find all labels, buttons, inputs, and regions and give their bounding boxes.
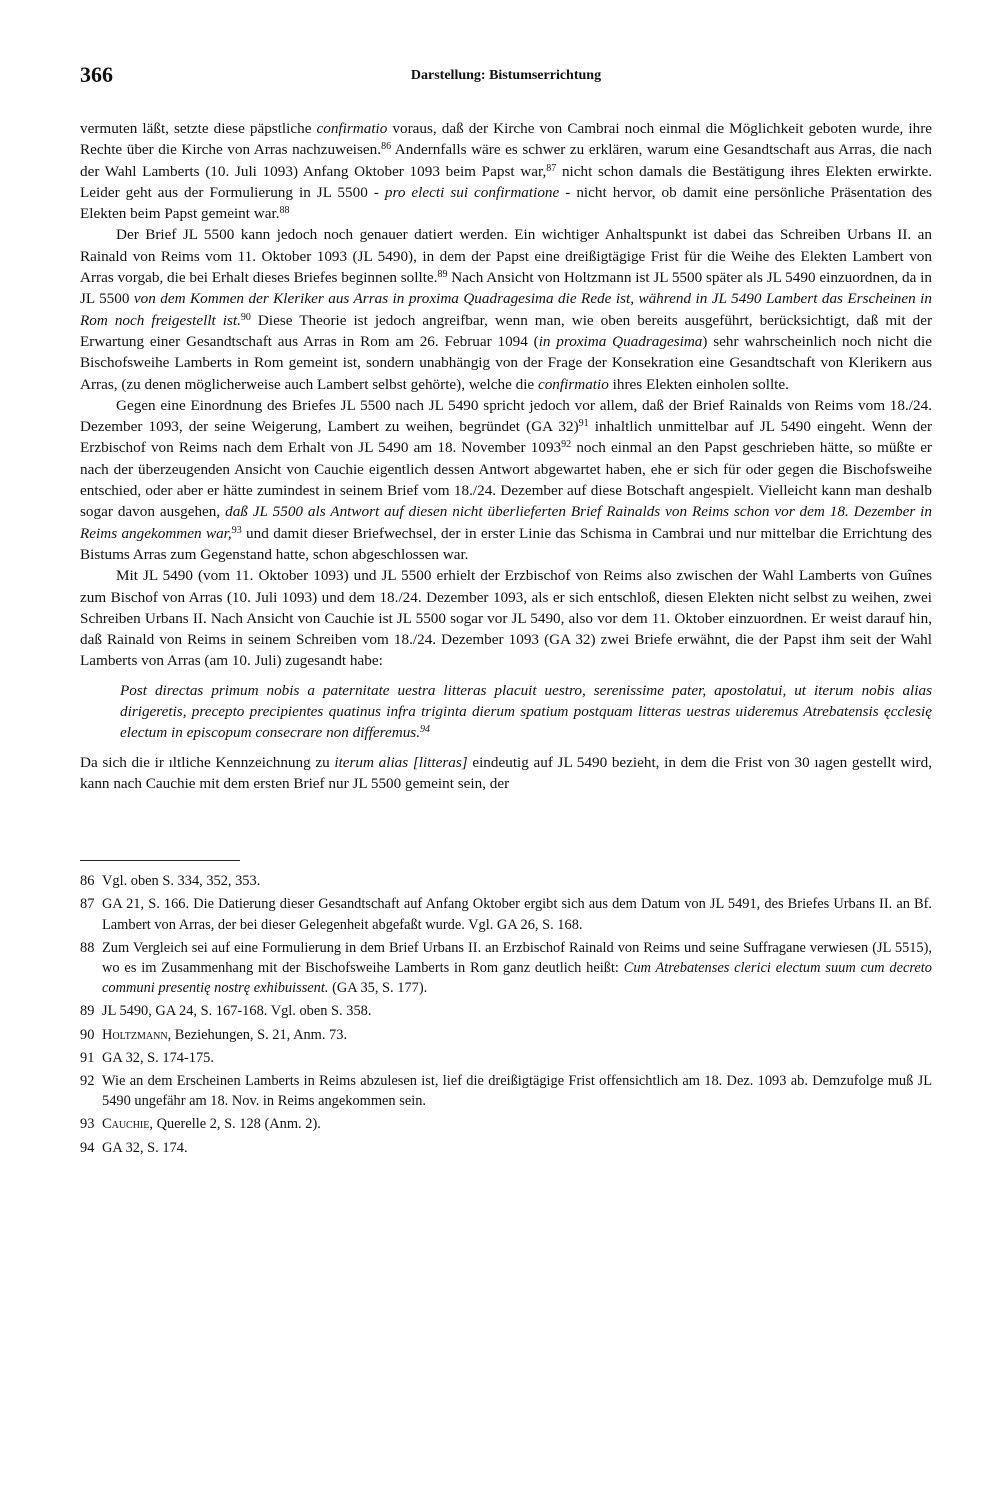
text-run: Andernfalls wäre es schwer zu erklären, warum eine Gesandtschaft aus Arras, die nach der Wahl Lamberts (10. Juli 1093) Anfang Oktober 1093 beim Papst war, [80, 141, 932, 180]
footnote-ref[interactable]: 91 [578, 418, 589, 430]
body-paragraph [80, 224, 932, 394]
text-run: Wie an dem Erscheinen Lamberts in Reims abzulesen ist, lief die dreißigtägige Frist offensichtlich am 18. Dez. 1093 ab. Demzufolge muß JL 5490 ungefähr am 18. Nov. in Reims angekommen sein. [102, 1073, 932, 1110]
footnote-divider [80, 860, 240, 861]
footnote [80, 1071, 932, 1111]
text-run: Da sich die ir ıltliche Kennzeichnung zu [80, 753, 335, 771]
footnote-text [102, 1048, 932, 1068]
footnote-text [102, 1001, 932, 1021]
italic-text: iterum alias [litteras] [334, 753, 468, 771]
italic-text: confirmatio [537, 375, 609, 393]
footnote-number: 92 [80, 1073, 95, 1090]
closing-paragraph-container [80, 752, 932, 795]
text-run: inhaltlich unmittelbar auf JL 5490 eingeht. Wenn der Erzbischof von Reims nach dem Erhalt von JL 5490 am 18. November 1093 [80, 418, 932, 457]
body-paragraph [80, 118, 932, 224]
footnote-number: 94 [80, 1139, 95, 1156]
footnote-number: 89 [80, 1003, 95, 1020]
text-run: Diese Theorie ist jedoch angreifbar, wenn man, wie oben bereits ausgeführt, berücksichtigt, daß mit der Erwartung einer Gesandtschaft aus Arras in Rom am 26. Februar 1094 ( [80, 311, 933, 350]
footnote-text [102, 1138, 932, 1158]
footnote [80, 1001, 932, 1021]
footnote-text [102, 894, 932, 934]
text-run: ihres Elekten einholen sollte. [608, 375, 789, 393]
footnote-ref[interactable]: 93 [231, 524, 242, 536]
text-run: vermuten läßt, setzte diese päpstliche [80, 120, 317, 137]
footnote [80, 1025, 932, 1045]
footnotes [80, 871, 932, 1158]
text-run: nicht schon damals die Bestätigung ihres Elekten erwirkte. Leider geht aus der Formulierung in JL 5500 - [80, 162, 933, 201]
text-run: eindeutig auf JL 5490 bezieht, in dem die Frist von 30 ıagen gestellt wird, kann nach Cauchie mit dem ersten Brief nur JL 5500 gemeint sein, der [80, 753, 933, 792]
footnote-text [102, 938, 932, 999]
text-run: GA 32, S. 174. [102, 1139, 188, 1156]
footnote-ref[interactable]: 87 [546, 162, 557, 174]
text-run: Der Brief JL 5500 kann jedoch noch genauer datiert werden. Ein wichtiger Anhaltspunkt ist dabei das Schreiben Urbans II. an Rainald von Reims vom 11. Oktober 1093 (JL 5490), in dem der Papst eine dreißigtägige Frist für die Weihe des Elekten Lambert von Arras vorgab, die bei Erhalt dieses Briefes beginnen sollte. [80, 226, 932, 287]
footnote-number: 87 [80, 896, 95, 913]
footnote-number: 88 [80, 939, 95, 956]
text-run: und damit dieser Briefwechsel, der in erster Linie das Schisma in Cambrai und nur mittelbar die Errichtung des Bistums Arras zum Gegenstand hatte, schon abgeschlossen war. [80, 524, 932, 563]
text-run: (GA 35, S. 177). [328, 980, 428, 997]
footnote [80, 1138, 932, 1158]
footnote-ref[interactable]: 92 [561, 439, 572, 451]
text-run: Mit JL 5490 (vom 11. Oktober 1093) und JL 5500 erhielt der Erzbischof von Reims also zwischen der Wahl Lamberts von Guînes zum Bischof von Arras (10. Juli 1093) und dem 18./24. Dezember 1093, als er sich entschloß, diesen Elekten nicht selbst zu weihen, zwei Schreiben Urbans II. Nach Ansicht von Cauchie ist JL 5500 sogar vor JL 5490, also vor dem 11. Oktober einzuordnen. Er weist darauf hin, daß Rainald von Reims in seinem Schreiben vom 18./24. Dezember 1093 (GA 32) zwei Briefe erwähnt, die der Papst ihm seit der Wahl Lamberts von Arras (am 10. Juli) zugesandt habe: [80, 567, 932, 670]
text-run: - nicht hervor, ob damit eine persönliche Präsentation des Elekten beim Papst gemeint war. [80, 183, 932, 223]
footnote-number: 90 [80, 1026, 95, 1043]
running-head: Darstellung: Bistumserrichtung [410, 68, 602, 83]
body-paragraph [80, 565, 932, 671]
text-run: Vgl. oben S. 334, 352, 353. [102, 873, 261, 890]
italic-text: daß JL 5500 als Antwort auf diesen nicht überlieferten Brief Rainalds von Reims schon vor dem 18. Dezember in Reims angekommen war, [80, 503, 932, 542]
text-run: GA 32, S. 174-175. [102, 1049, 214, 1066]
footnote [80, 1114, 932, 1134]
italic-text: in proxima Quadragesima [538, 332, 703, 350]
footnote-number: 91 [80, 1049, 95, 1066]
main-text [80, 118, 932, 794]
body-paragraph [80, 395, 932, 565]
footnote-text [102, 1114, 932, 1134]
italic-text: pro electi sui confirmatione [384, 183, 560, 201]
text-run: GA 21, S. 166. Die Datierung dieser Gesandtschaft auf Anfang Oktober ergibt sich aus dem Datum von JL 5491, des Briefes Urbans II. an Bf. Lambert von Arras, der bei dieser Gelegenheit abgefaßt wurde. Vgl. GA 26, S. 168. [102, 896, 932, 933]
footnote-number: 93 [80, 1116, 95, 1133]
footnote [80, 1048, 932, 1068]
paragraph-list [80, 118, 932, 672]
italic-text: Cum Atrebatenses clerici electum suum cum decreto communi presentię nostrę exhibuissent. [102, 960, 933, 997]
page-header [80, 62, 932, 92]
footnote [80, 938, 932, 999]
footnote-text [102, 1071, 932, 1111]
text-run: , Querelle 2, S. 128 (Anm. 2). [149, 1116, 321, 1133]
book-page [80, 62, 932, 1161]
text-run: , Beziehungen, S. 21, Anm. 73. [167, 1026, 348, 1043]
footnote-ref[interactable]: 89 [437, 269, 448, 281]
footnote-ref[interactable]: 90 [240, 311, 251, 323]
footnote-number: 86 [80, 873, 95, 890]
text-run: ) sehr wahrscheinlich noch nicht die Bischofsweihe Lamberts in Rom gemeint ist, sondern unabhängig von der Frage der Konsekration eine Gesandtschaft von Klerikern aus Arras, (zu denen möglicherweise auch Lambert selbst gehörte), welche die [80, 332, 932, 393]
footnote-ref[interactable]: 88 [279, 205, 290, 217]
text-run: Post directas primum nobis a paternitate uestra litteras placuit uestro, serenissime pater, apostolatui, ut iterum nobis alias dirigeretis, precepto precipientes quatinus infra triginta dierum spatium postquam litteras uestras uideremus Atrebatensis ęcclesię electum in episcopum consecrare non differemus. [120, 681, 932, 742]
text-run: voraus, daß der Kirche von Cambrai noch einmal die Möglichkeit geboten wurde, ihre Rechte über die Kirche von Arras nachzuweisen. [80, 120, 932, 159]
footnote-ref[interactable]: 86 [381, 141, 392, 153]
text-run: JL 5490, GA 24, S. 167-168. Vgl. oben S. 358. [102, 1003, 372, 1020]
block-quote [80, 680, 932, 744]
author-name: Cauchie [102, 1116, 150, 1133]
body-paragraph [80, 752, 932, 795]
italic-text: von dem Kommen der Kleriker aus Arras in proxima Quadragesima die Rede ist, während in JL 5490 Lambert das Erscheinen in Rom noch freigestellt ist. [80, 290, 932, 329]
footnote [80, 894, 932, 934]
text-run: Nach Ansicht von Holtzmann ist JL 5500 später als JL 5490 einzuordnen, da in JL 5500 [80, 269, 932, 308]
author-name: Holtzmann [102, 1026, 168, 1043]
footnote-text [102, 1025, 932, 1045]
italic-text: confirmatio [316, 120, 388, 137]
footnote-text [102, 871, 932, 891]
footnote [80, 871, 932, 891]
text-run: Gegen eine Einordnung des Briefes JL 5500 nach JL 5490 spricht jedoch vor allem, daß der Brief Rainalds von Reims vom 18./24. Dezember 1093, der seine Weigerung, Lambert zu weihen, begründet (GA 32) [80, 396, 932, 436]
footnote-ref[interactable]: 94 [420, 724, 431, 736]
text-run: Zum Vergleich sei auf eine Formulierung in dem Brief Urbans II. an Erzbischof Rainald von Reims und seine Suffragane verwiesen (JL 5515), wo es im Zusammenhang mit der Bischofsweihe Lamberts in Rom ganz deutlich heißt: [102, 939, 932, 977]
page-number: 366 [80, 62, 113, 87]
text-run: noch einmal an den Papst geschrieben hätte, so müßte er nach der überzeugenden Ansicht von Cauchie eigentlich dessen Antwort abgewartet haben, ehe er sich für oder gegen die Bischofsweihe entschied, oder aber er hätte zumindest in seinem Brief vom 18./24. Dezember auf diese Botschaft angespielt. Vielleicht kann man deshalb sogar davon ausgehen, [80, 439, 932, 521]
